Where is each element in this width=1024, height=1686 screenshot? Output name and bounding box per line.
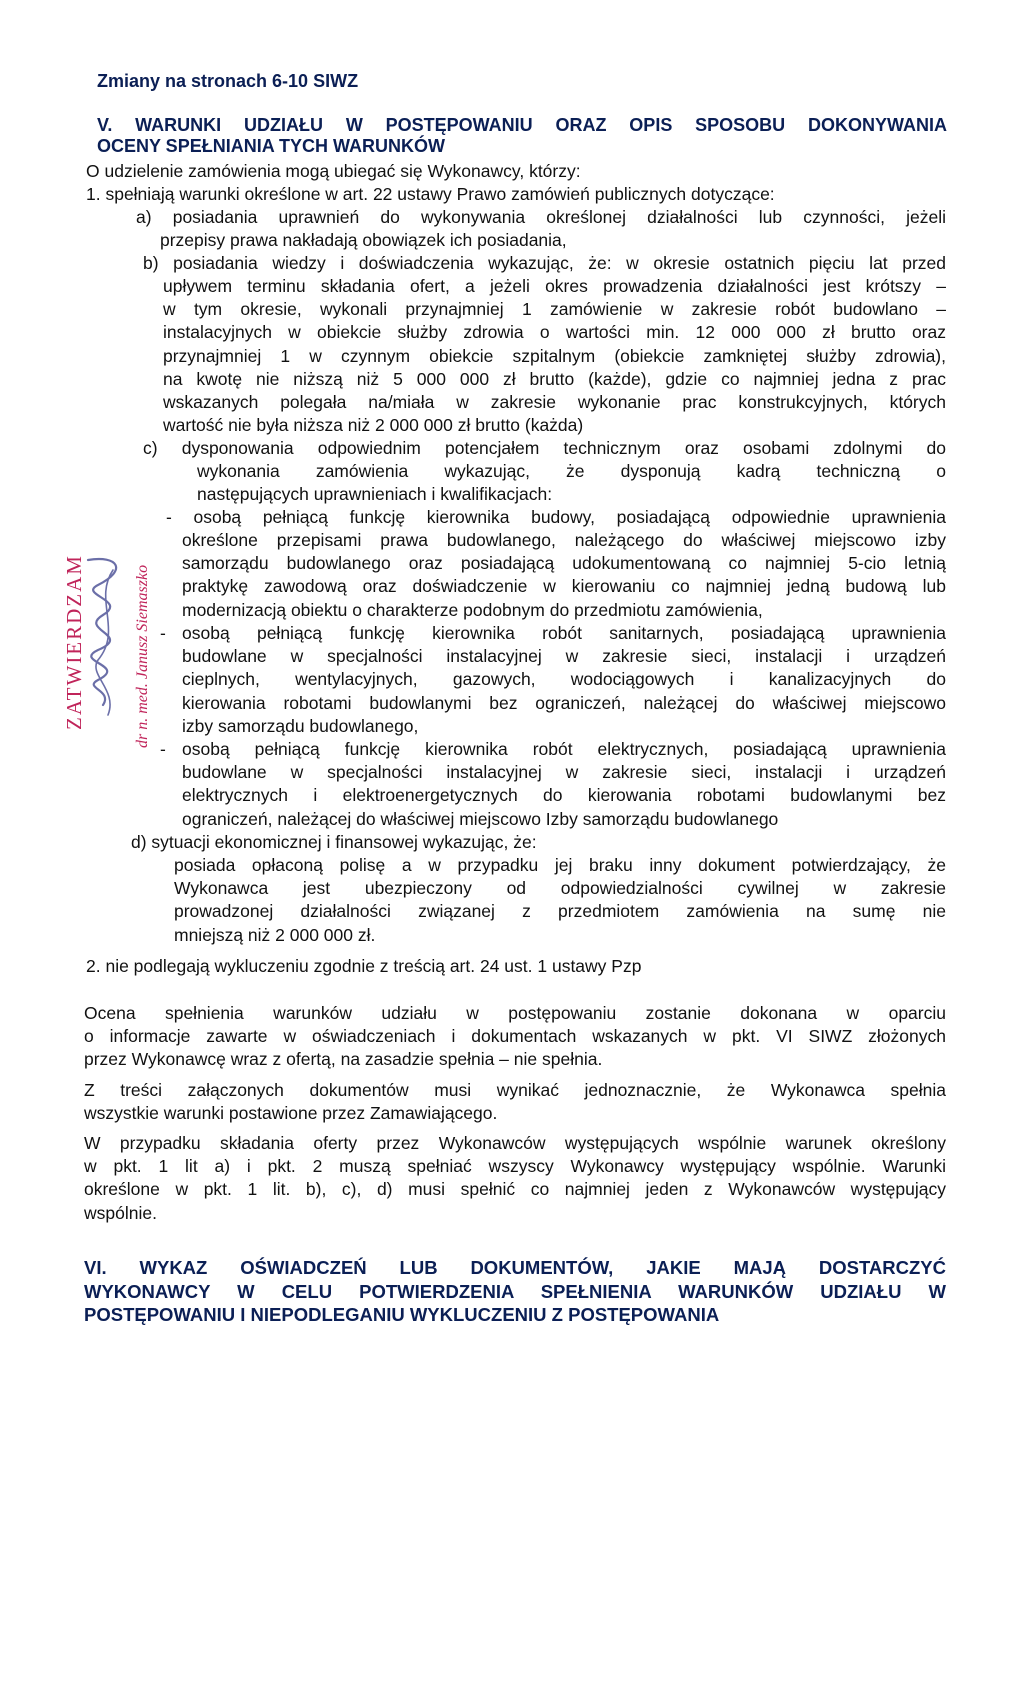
staff-item-3-line-4: ograniczeń, należącej do właściwej miejscowo Izby samorządu budowlanego bbox=[182, 808, 779, 829]
staff-item-1-cont bbox=[182, 529, 946, 622]
item-1d-line-3: Wykonawca jest ubezpieczony od odpowiedzialności cywilnej w zakresie bbox=[174, 878, 946, 899]
item-1c-cont bbox=[197, 460, 946, 506]
item-1b-cont bbox=[163, 275, 946, 437]
staff-item-2-line-4: kierowania robotami budowlanymi bez ograniczeń, należącej do właściwej miejscowo bbox=[182, 692, 946, 713]
paragraph-assessment-line-2: o informacje zawarte w oświadczeniach i dokumentach wskazanych w pkt. VI SIWZ złożonych bbox=[84, 1026, 946, 1047]
changes-heading: Zmiany na stronach 6-10 SIWZ bbox=[97, 71, 359, 91]
item-1b-line-5: przynajmniej 1 w czynnym obiekcie szpitalnym (obiekcie zamkniętej służby zdrowia), bbox=[163, 345, 946, 366]
item-1b-line-8: wartość nie była niższa niż 2 000 000 zł brutto (każda) bbox=[163, 415, 584, 436]
item-1c-line-1: c) dysponowania odpowiednim potencjałem technicznym oraz osobami zdolnymi do bbox=[143, 438, 946, 458]
item-1b-line-1: b) posiadania wiedzy i doświadczenia wykazując, że: w okresie ostatnich pięciu lat przed bbox=[143, 253, 946, 273]
staff-item-1-line-2: określone przepisami prawa budowlanego, należącego do właściwej miejscowo izby bbox=[182, 530, 946, 550]
staff-item-3-line-1: osobą pełniącą funkcję kierownika robót elektrycznych, posiadającą uprawnienia bbox=[182, 739, 946, 759]
item-1: 1. spełniają warunki określone w art. 22 ustawy Prawo zamówień publicznych dotyczące: bbox=[86, 184, 775, 204]
paragraph-joint-bid-line-4: wspólnie. bbox=[84, 1202, 157, 1223]
item-1c bbox=[143, 437, 946, 460]
paragraph-joint-bid-line-2: w pkt. 1 lit a) i pkt. 2 muszą spełniać wszyscy Wykonawcy występujący wspólnie. Warunki bbox=[84, 1156, 946, 1177]
item-1d-line-5: mniejszą niż 2 000 000 zł. bbox=[174, 924, 376, 945]
section-5-title bbox=[97, 115, 947, 157]
item-2: 2. nie podlegają wykluczeniu zgodnie z treścią art. 24 ust. 1 ustawy Pzp bbox=[86, 956, 642, 976]
item-1d-cont bbox=[174, 854, 946, 947]
item-1a-line-2: przepisy prawa nakładają obowiązek ich posiadania, bbox=[160, 230, 567, 250]
staff-item-1-line-3: samorządu budowlanego oraz posiadającą udokumentowaną co najmniej 5-cio letnią bbox=[182, 553, 946, 574]
paragraph-documents-line-2: wszystkie warunki postawione przez Zamawiającego. bbox=[84, 1103, 498, 1124]
approval-stamp-text: ZATWIERDZAM bbox=[62, 554, 86, 730]
staff-item-2-dash: - bbox=[160, 623, 166, 643]
section-5-title-line-1: V. WARUNKI UDZIAŁU W POSTĘPOWANIU ORAZ OPIS SPOSOBU DOKONYWANIA bbox=[97, 115, 947, 135]
item-1a-cont bbox=[160, 229, 567, 252]
section-6-title-line-2: WYKONAWCY W CELU POTWIERDZENIA SPEŁNIENIA WARUNKÓW UDZIAŁU W bbox=[84, 1280, 946, 1302]
paragraph-assessment-line-3: przez Wykonawcę wraz z ofertą, na zasadzie spełnia – nie spełnia. bbox=[84, 1049, 603, 1070]
staff-item-1 bbox=[166, 506, 946, 529]
staff-item-2-line-5: izby samorządu budowlanego, bbox=[182, 715, 419, 736]
item-1b-line-7: wskazanych polegała na/miała w zakresie wykonanie prac konstrukcyjnych, których bbox=[163, 392, 946, 413]
item-1a bbox=[136, 206, 946, 229]
staff-item-1-line-1: - osobą pełniącą funkcję kierownika budowy, posiadającą odpowiednie uprawnienia bbox=[166, 507, 946, 527]
staff-item-3 bbox=[182, 738, 946, 831]
item-1c-line-2: wykonania zamówienia wykazując, że dysponują kadrą techniczną o bbox=[197, 461, 946, 481]
staff-item-1-line-5: modernizacją obiektu o charakterze podobnym do przedmiotu zamówienia, bbox=[182, 599, 763, 620]
paragraph-assessment-line-1: Ocena spełnienia warunków udziału w postępowaniu zostanie dokonana w oparciu bbox=[84, 1003, 946, 1023]
intro-text: O udzielenie zamówienia mogą ubiegać się Wykonawcy, którzy: bbox=[86, 161, 581, 181]
item-1b-line-3: w tym okresie, wykonali przynajmniej 1 zamówienie w zakresie robót budowlano – bbox=[163, 299, 946, 320]
item-1a-line-1: a) posiadania uprawnień do wykonywania określonej działalności lub czynności, jeżeli bbox=[136, 207, 946, 227]
approval-stamp-name: dr n. med. Janusz Siemaszko bbox=[134, 564, 151, 748]
staff-item-2-line-3: cieplnych, wentylacyjnych, gazowych, wodociągowych i kanalizacyjnych do bbox=[182, 669, 946, 690]
item-1b bbox=[143, 252, 946, 275]
staff-item-2-line-1: osobą pełniącą funkcję kierownika robót sanitarnych, posiadającą uprawnienia bbox=[182, 623, 946, 643]
paragraph-joint-bid bbox=[84, 1132, 946, 1225]
staff-item-3-dash: - bbox=[160, 739, 166, 759]
section-6-title-line-1: VI. WYKAZ OŚWIADCZEŃ LUB DOKUMENTÓW, JAKIE MAJĄ DOSTARCZYĆ bbox=[84, 1257, 946, 1278]
staff-item-3-line-2: budowlane w specjalności instalacyjnej w zakresie sieci, instalacji i urządzeń bbox=[182, 762, 946, 783]
item-1b-line-2: upływem terminu składania ofert, a jeżeli okres prowadzenia działalności jest krótszy – bbox=[163, 276, 946, 296]
item-1d: d) sytuacji ekonomicznej i finansowej wykazując, że: bbox=[131, 832, 537, 852]
item-1c-line-3: następujących uprawnieniach i kwalifikacjach: bbox=[197, 484, 553, 505]
paragraph-joint-bid-line-3: określone w pkt. 1 lit. b), c), d) musi spełnić co najmniej jeden z Wykonawców występujący bbox=[84, 1179, 946, 1200]
paragraph-documents bbox=[84, 1079, 946, 1125]
item-1b-line-4: instalacyjnych w obiekcie służby zdrowia o wartości min. 12 000 000 zł brutto oraz bbox=[163, 322, 946, 343]
staff-item-2 bbox=[182, 622, 946, 738]
staff-item-3-line-3: elektrycznych i elektroenergetycznych do kierowania robotami budowlanymi bez bbox=[182, 785, 946, 806]
staff-item-1-line-4: praktykę zawodową oraz doświadczenie w kierowaniu co najmniej jedną budową lub bbox=[182, 576, 946, 597]
paragraph-joint-bid-line-1: W przypadku składania oferty przez Wykonawców występujących wspólnie warunek określony bbox=[84, 1133, 946, 1153]
staff-item-2-line-2: budowlane w specjalności instalacyjnej w zakresie sieci, instalacji i urządzeń bbox=[182, 646, 946, 667]
section-6-title-line-3: POSTĘPOWANIU I NIEPODLEGANIU WYKLUCZENIU Z POSTĘPOWANIA bbox=[84, 1304, 720, 1325]
section-6-title bbox=[84, 1256, 946, 1327]
item-1b-line-6: na kwotę nie niższą niż 5 000 000 zł brutto (każde), gdzie co najmniej jedna z prac bbox=[163, 368, 946, 389]
paragraph-assessment bbox=[84, 1002, 946, 1072]
paragraph-documents-line-1: Z treści załączonych dokumentów musi wynikać jednoznacznie, że Wykonawca spełnia bbox=[84, 1080, 946, 1100]
item-1d-line-2: posiada opłaconą polisę a w przypadku jej braku inny dokument potwierdzający, że bbox=[174, 855, 946, 875]
item-1d-line-4: prowadzonej działalności związanej z przedmiotem zamówienia na sumę nie bbox=[174, 901, 946, 922]
section-5-title-line-2: OCENY SPEŁNIANIA TYCH WARUNKÓW bbox=[97, 136, 446, 156]
handwritten-signature bbox=[58, 540, 148, 730]
